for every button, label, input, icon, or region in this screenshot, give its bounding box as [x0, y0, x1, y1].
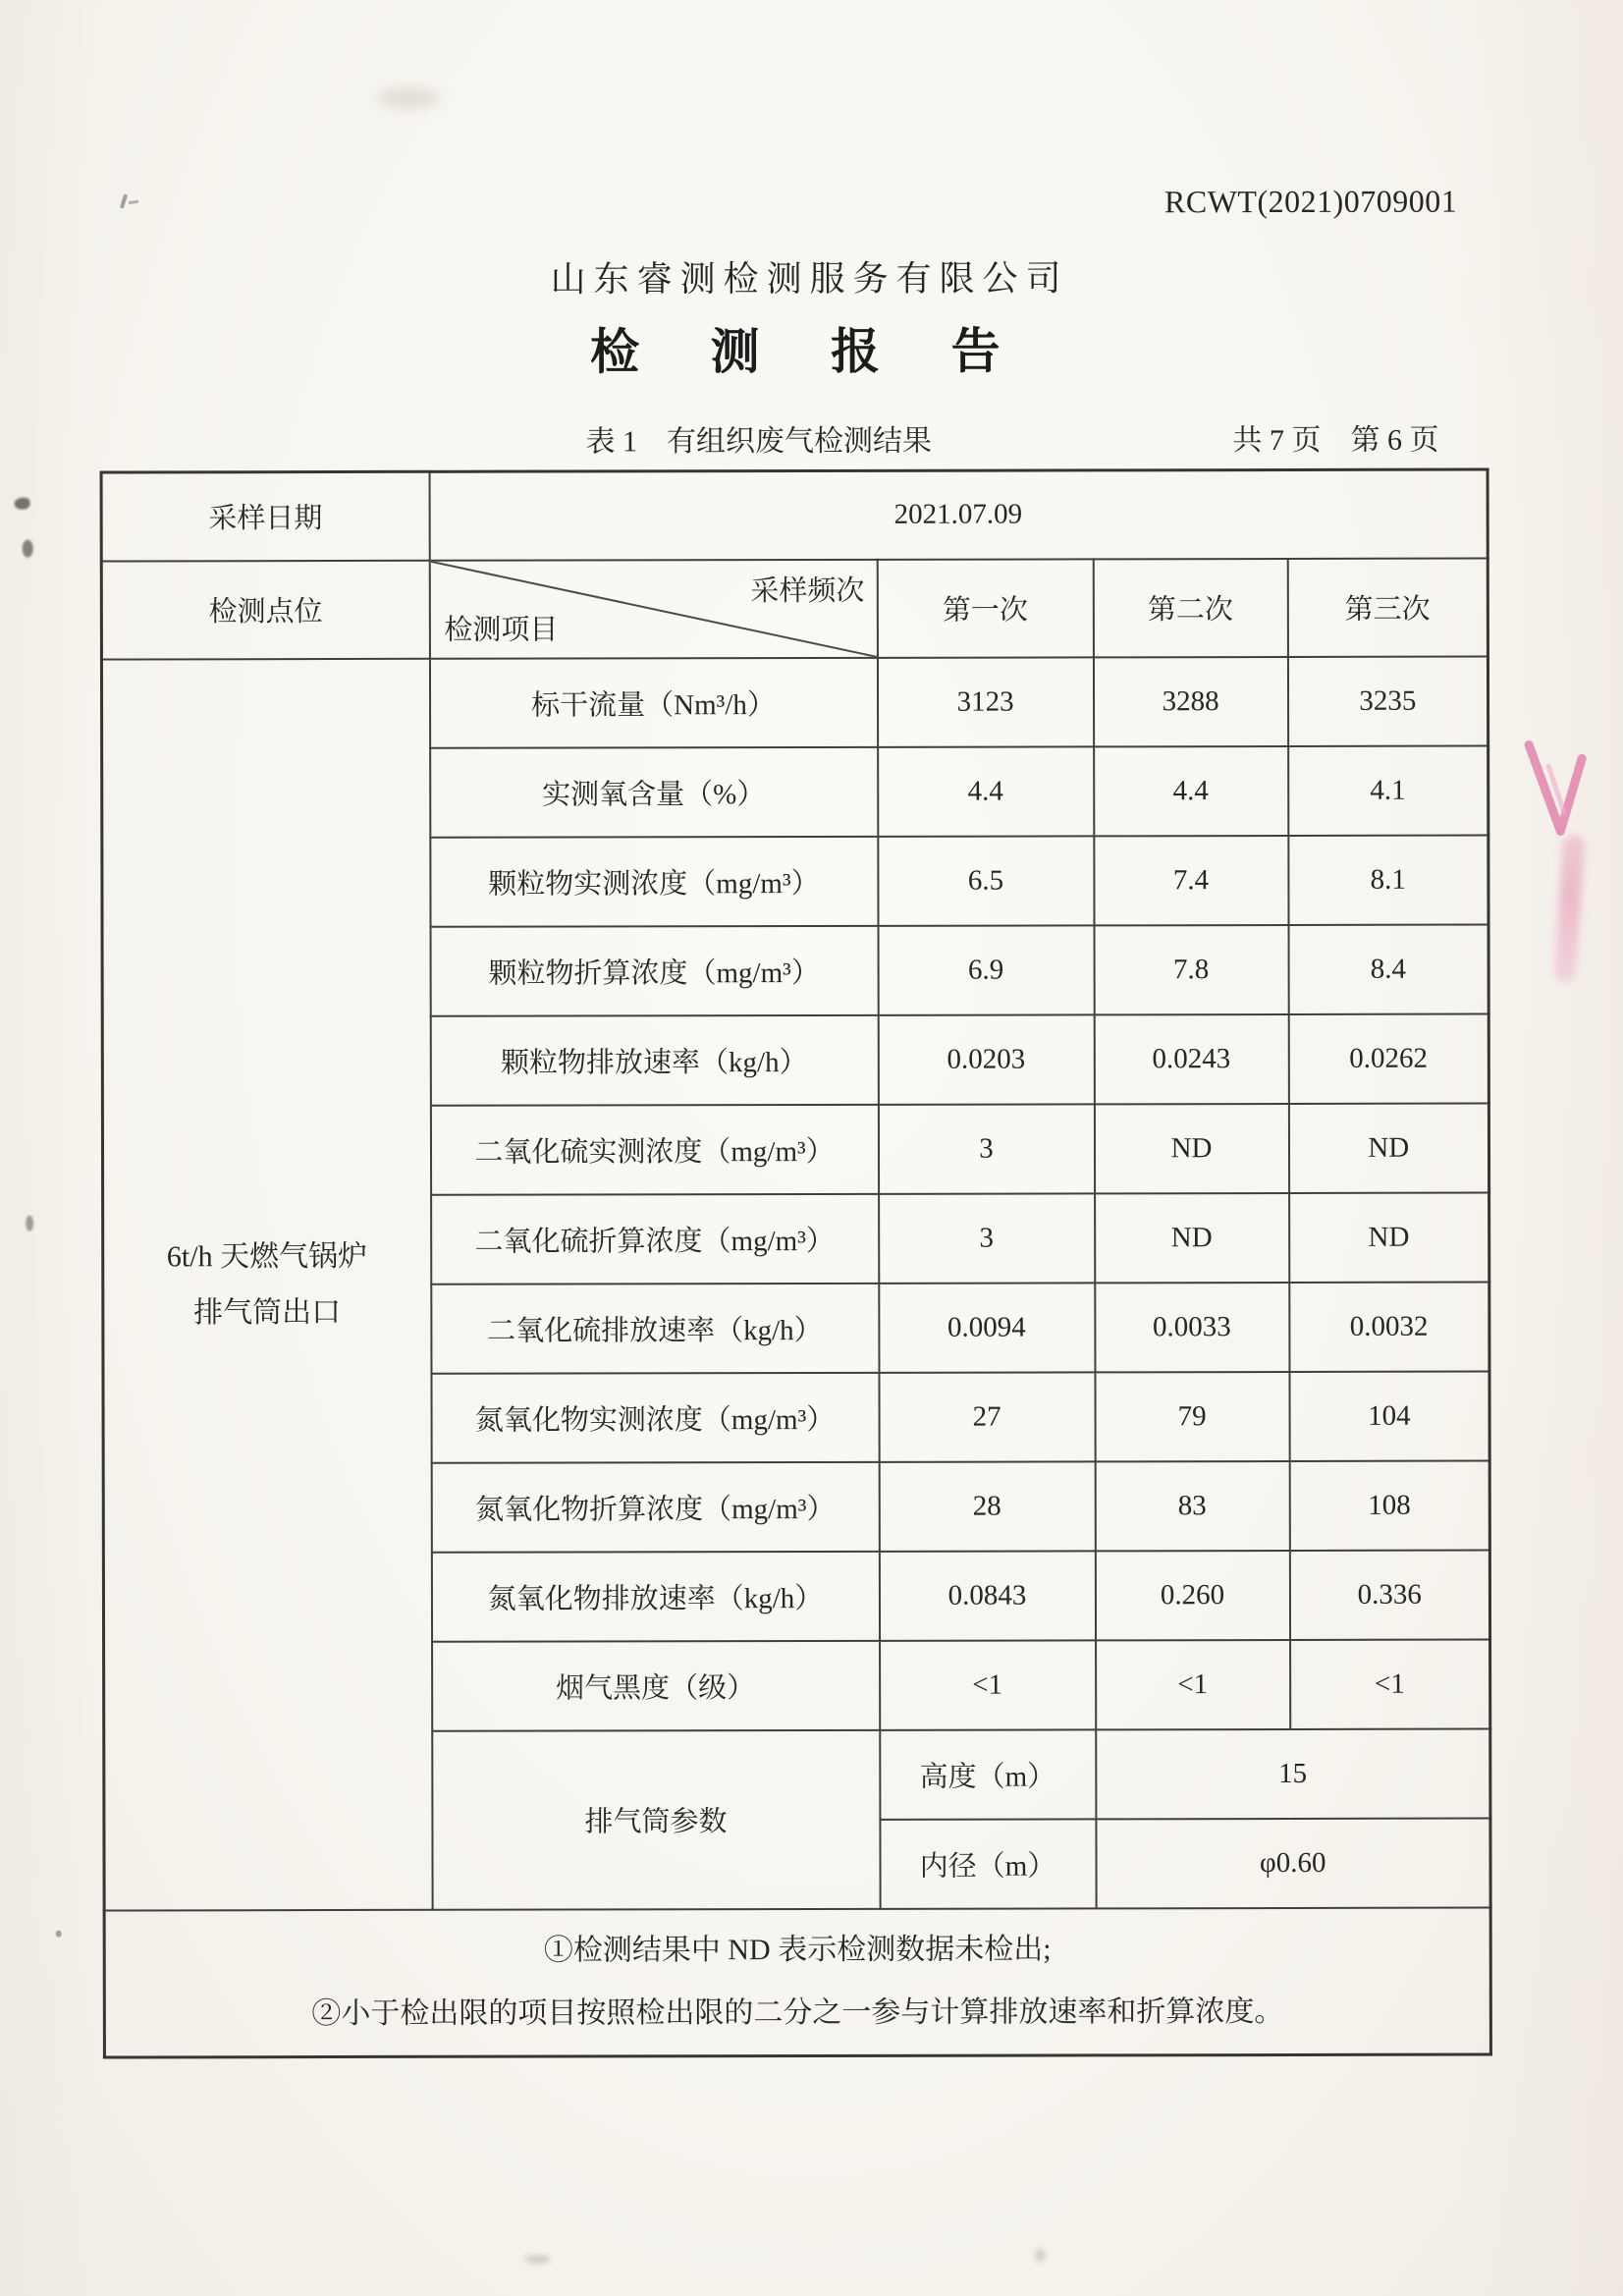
item-label: 实测氧含量（%）	[430, 746, 878, 837]
sampling-date-label: 采样日期	[101, 471, 429, 561]
value-cell: 0.0032	[1289, 1282, 1489, 1371]
scan-speck	[23, 540, 33, 558]
value-cell: 108	[1289, 1460, 1489, 1550]
value-cell: ND	[1289, 1192, 1489, 1282]
stack-height-value: 15	[1096, 1728, 1490, 1819]
value-cell: 0.0243	[1094, 1013, 1288, 1103]
stack-diameter-label: 内径（m）	[880, 1819, 1096, 1908]
value-cell: 4.4	[878, 746, 1094, 836]
value-cell: <1	[880, 1640, 1096, 1729]
scan-speck	[120, 193, 128, 209]
monitoring-point-line: 排气筒出口	[193, 1295, 342, 1329]
item-label: 颗粒物实测浓度（mg/m³）	[430, 836, 878, 926]
results-table	[100, 468, 1492, 2059]
report-title: 检 测 报 告	[589, 323, 1030, 380]
column-header-third: 第三次	[1287, 558, 1488, 656]
notes-row	[104, 1907, 1490, 2057]
value-cell: 0.336	[1289, 1550, 1489, 1639]
monitoring-point-header: 检测点位	[101, 560, 429, 659]
page-indicator: 共 7 页 第 6 页	[1232, 423, 1439, 458]
sampling-date-value: 2021.07.09	[429, 469, 1488, 560]
value-cell: 0.260	[1095, 1550, 1289, 1639]
item-label: 颗粒物折算浓度（mg/m³）	[430, 925, 878, 1015]
company-name: 山东睿测检测服务有限公司	[550, 258, 1069, 300]
value-cell: 3235	[1287, 656, 1488, 745]
item-label: 氮氧化物实测浓度（mg/m³）	[431, 1372, 879, 1462]
scan-speck	[129, 200, 138, 204]
note-line-2: ②小于检出限的项目按照检出限的二分之一参与计算排放速率和折算浓度。	[311, 1995, 1284, 2031]
scan-speck	[56, 1931, 62, 1938]
note-line-1: ①检测结果中 ND 表示检测数据未检出;	[543, 1933, 1052, 1967]
sampling-date-row	[101, 469, 1488, 561]
value-cell: 7.4	[1094, 835, 1288, 924]
item-label: 二氧化硫排放速率（kg/h）	[431, 1283, 879, 1373]
value-cell: <1	[1096, 1639, 1290, 1728]
table-header-row	[101, 558, 1488, 659]
value-cell: ND	[1094, 1103, 1288, 1192]
value-cell: 83	[1095, 1460, 1289, 1550]
scan-speck	[15, 498, 30, 510]
column-header-first: 第一次	[877, 559, 1093, 657]
value-cell: 79	[1095, 1371, 1289, 1460]
value-cell: ND	[1288, 1103, 1488, 1192]
column-header-second: 第二次	[1093, 558, 1287, 656]
value-cell: 27	[879, 1372, 1095, 1461]
item-label: 颗粒物排放速率（kg/h）	[430, 1014, 878, 1105]
value-cell: 4.1	[1288, 745, 1488, 835]
scan-smudge	[377, 87, 440, 109]
item-label: 氮氧化物折算浓度（mg/m³）	[431, 1461, 879, 1552]
item-label: 二氧化硫实测浓度（mg/m³）	[430, 1104, 878, 1194]
diagonal-header-cell	[429, 559, 877, 658]
value-cell: 104	[1289, 1371, 1489, 1460]
value-cell: 0.0262	[1288, 1013, 1488, 1103]
value-cell: 8.4	[1288, 924, 1488, 1013]
value-cell: 3	[878, 1104, 1094, 1193]
value-cell: 0.0033	[1095, 1282, 1289, 1371]
sampling-frequency-label: 采样频次	[750, 574, 865, 607]
value-cell: 8.1	[1288, 835, 1488, 924]
table-caption: 表 1 有组织废气检测结果	[585, 424, 933, 459]
stack-height-label: 高度（m）	[880, 1729, 1096, 1819]
value-cell: 4.4	[1094, 745, 1288, 835]
report-code: RCWT(2021)0709001	[1163, 183, 1458, 220]
value-cell: 28	[879, 1461, 1095, 1551]
scan-smudge	[1035, 2249, 1045, 2263]
value-cell: 3288	[1093, 656, 1287, 745]
item-label: 氮氧化物排放速率（kg/h）	[431, 1551, 879, 1641]
scan-speck	[26, 1216, 33, 1231]
stack-params-label: 排气筒参数	[432, 1729, 880, 1909]
scan-smudge	[524, 2256, 550, 2264]
notes-cell	[104, 1907, 1490, 2057]
value-cell: <1	[1290, 1639, 1490, 1728]
value-cell: 3	[879, 1193, 1095, 1283]
value-cell: 0.0843	[879, 1551, 1095, 1640]
stamp-edge-mark	[1519, 737, 1597, 845]
value-cell: 0.0094	[879, 1283, 1095, 1372]
table-row	[101, 656, 1488, 748]
monitoring-point-line: 6t/h 天燃气锅炉	[166, 1239, 368, 1273]
stack-diameter-value: φ0.60	[1096, 1818, 1490, 1908]
value-cell: 6.5	[878, 836, 1094, 925]
value-cell: 7.8	[1094, 924, 1288, 1013]
value-cell: 0.0203	[878, 1014, 1094, 1104]
test-item-label: 检测项目	[444, 614, 559, 646]
value-cell: ND	[1095, 1192, 1289, 1282]
monitoring-point-cell	[101, 658, 432, 1910]
value-cell: 6.9	[878, 925, 1094, 1014]
item-label: 二氧化硫折算浓度（mg/m³）	[431, 1193, 879, 1284]
table-caption-row	[585, 415, 1438, 461]
stamp-edge-artifact	[1553, 835, 1585, 983]
item-label: 标干流量（Nm³/h）	[429, 657, 877, 747]
value-cell: 3123	[877, 657, 1093, 746]
item-label: 烟气黑度（级）	[432, 1640, 880, 1730]
